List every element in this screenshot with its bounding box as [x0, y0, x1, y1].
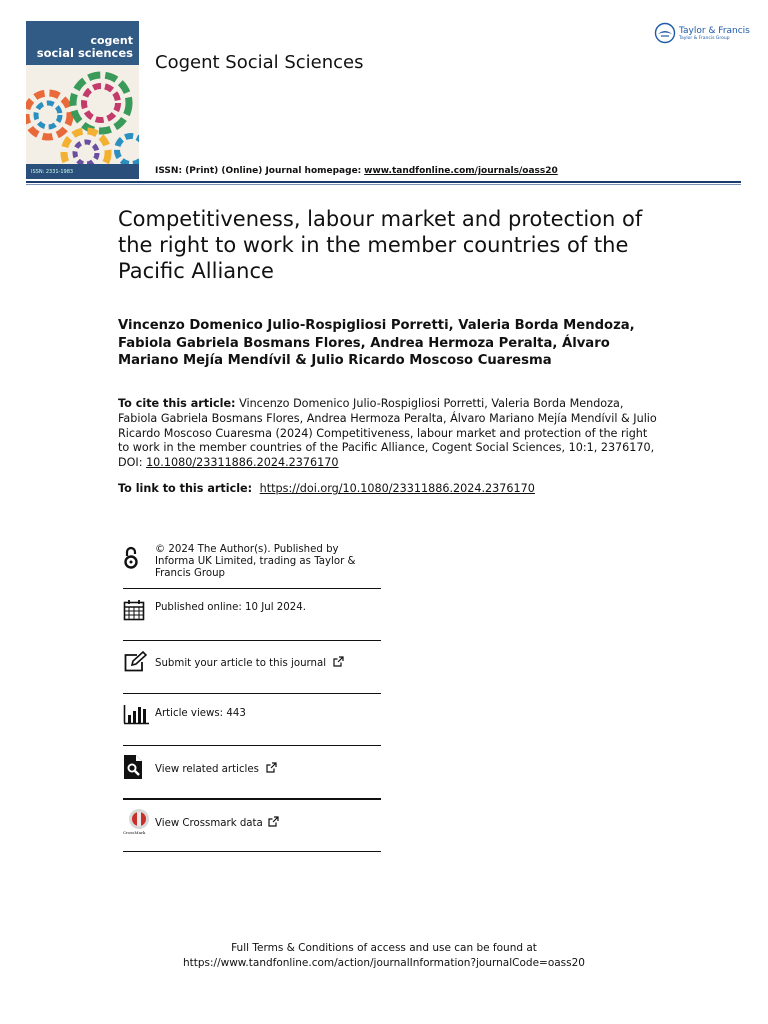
article-doi-link[interactable]: https://doi.org/10.1080/23311886.2024.2376170	[259, 482, 535, 495]
crossmark-caption: CrossMark	[123, 830, 146, 835]
cover-title-line1: cogent	[90, 34, 133, 47]
crossmark-icon	[123, 808, 155, 838]
link-label: To link to this article:	[118, 482, 253, 495]
related-articles-label: View related articles	[155, 764, 259, 775]
submit-article-link[interactable]	[155, 648, 344, 670]
article-title: Competitiveness, labour market and protection of the right to work in the member countries of the Pacific Alliance	[118, 207, 643, 283]
license-row	[123, 544, 381, 580]
crossmark-label: View Crossmark data	[155, 818, 263, 829]
cover-artwork	[26, 65, 139, 165]
published-date: Published online: 10 Jul 2024.	[155, 602, 306, 613]
article-link-block	[118, 482, 658, 495]
header-divider-thin	[26, 184, 741, 185]
calendar-icon	[123, 596, 155, 624]
journal-homepage-link[interactable]: www.tandfonline.com/journals/oass20	[364, 166, 558, 176]
external-link-icon	[268, 816, 279, 827]
external-link-icon	[266, 762, 277, 773]
publisher-logo[interactable]	[654, 22, 750, 44]
publisher-name: Taylor & Francis	[679, 25, 750, 36]
header-divider	[26, 181, 741, 183]
submit-article-label: Submit your article to this journal	[155, 658, 327, 669]
citation-block	[118, 397, 658, 471]
terms-url[interactable]: https://www.tandfonline.com/action/journalInformation?journalCode=oass20	[183, 957, 585, 969]
cover-title-line2: social sciences	[36, 46, 133, 60]
info-divider	[123, 588, 381, 589]
cite-doi-link[interactable]: 10.1080/23311886.2024.2376170	[146, 456, 339, 470]
info-divider	[123, 851, 381, 852]
terms-line-1: Full Terms & Conditions of access and use can be found at	[231, 942, 537, 954]
cite-text: Vincenzo Domenico Julio-Rospigliosi Porretti, Valeria Borda Mendoza, Fabiola Gabriela Bosmans Flores, Andrea Hermoza Peralta, Álvaro Mariano Mejía Mendívil & Julio Ricardo Moscoso Cuaresma (2024) Competitiveness, labour market and protection of the right to work in the member countries of the Pacific Alliance, Cogent Social Sciences, 10:1, 2376170, DOI:	[118, 397, 657, 470]
issn-label: ISSN: (Print) (Online) Journal homepage:	[155, 166, 362, 176]
publisher-logo-icon	[654, 22, 676, 44]
open-access-icon	[123, 544, 155, 572]
info-divider	[123, 640, 381, 641]
crossmark-link[interactable]	[155, 808, 279, 830]
related-articles-link[interactable]	[155, 753, 277, 776]
info-divider	[123, 693, 381, 694]
related-row[interactable]	[123, 753, 381, 781]
bar-chart-icon	[123, 700, 155, 728]
article-authors: Vincenzo Domenico Julio-Rospigliosi Porretti, Valeria Borda Mendoza, Fabiola Gabriela Bosmans Flores, Andrea Hermoza Peralta, Álvaro Mariano Mejía Mendívil & Julio Ricardo Moscoso Cuaresma	[118, 318, 635, 368]
external-link-icon	[333, 656, 344, 667]
journal-cover[interactable]	[26, 21, 139, 179]
cite-label: To cite this article:	[118, 397, 236, 410]
issn-line	[155, 166, 558, 176]
publisher-group: Taylor & Francis Group	[679, 35, 730, 41]
views-row	[123, 700, 381, 728]
submit-row[interactable]	[123, 648, 381, 676]
article-views: Article views: 443	[155, 708, 246, 719]
search-document-icon	[123, 753, 155, 781]
journal-title: Cogent Social Sciences	[155, 52, 364, 73]
published-row	[123, 596, 381, 624]
info-divider	[123, 745, 381, 746]
crossmark-row[interactable]	[123, 808, 381, 838]
cover-issn: ISSN: 2331-1983	[31, 169, 74, 175]
license-text: © 2024 The Author(s). Published by Informa UK Limited, trading as Taylor & Francis Group	[155, 544, 356, 579]
edit-icon	[123, 648, 155, 676]
info-divider	[123, 798, 381, 800]
terms-footer	[0, 941, 768, 971]
